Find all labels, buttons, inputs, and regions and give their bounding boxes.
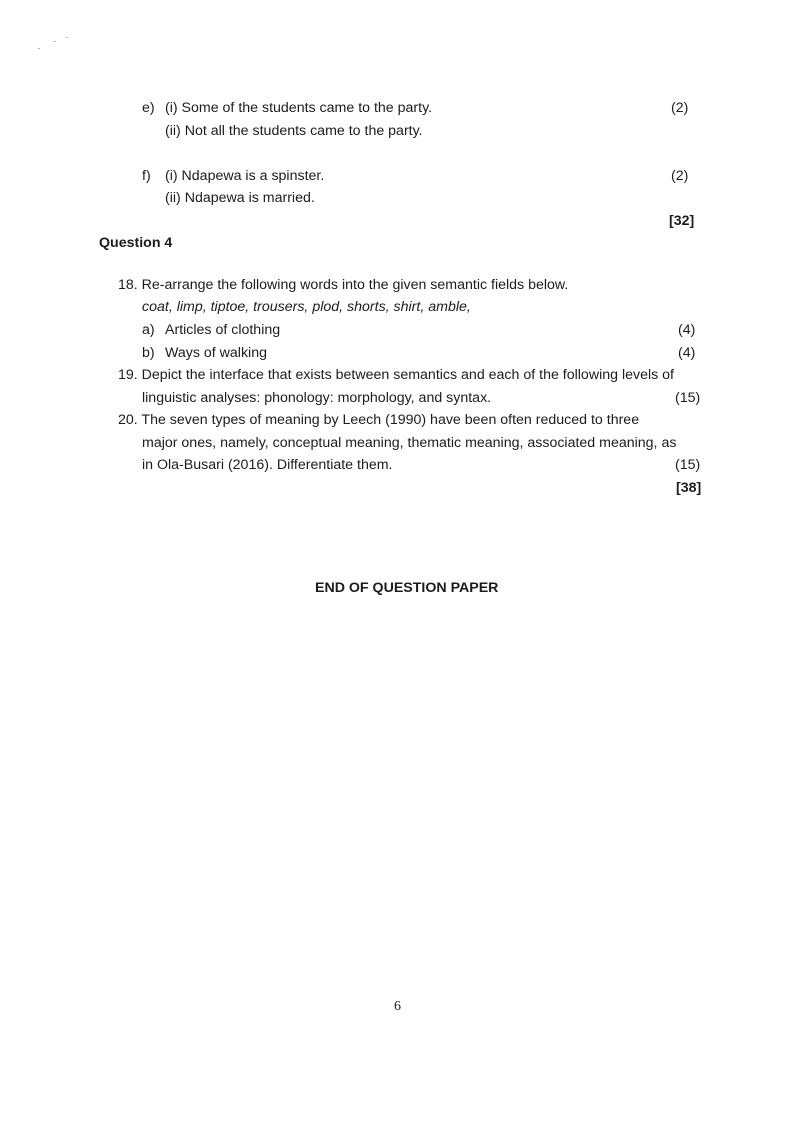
q20-line-3: in Ola-Busari (2016). Differentiate them. [142, 457, 393, 473]
part-e-item-i: (i) Some of the students came to the party. [165, 100, 433, 116]
q18-b-label: b) [142, 345, 155, 361]
section-total-32: [32] [669, 213, 695, 229]
part-f-letter: f) [142, 168, 151, 184]
scan-speck [66, 37, 68, 38]
page-number: 6 [394, 999, 401, 1014]
q18-b-text: Ways of walking [165, 345, 267, 361]
q19-line-2: linguistic analyses: phonology: morphology, and syntax. [142, 390, 492, 406]
scan-speck [38, 48, 40, 49]
part-e-marks: (2) [671, 100, 689, 116]
q18-a-label: a) [142, 322, 155, 338]
q19-line-1: 19. Depict the interface that exists between semantics and each of the following levels of [118, 367, 674, 383]
q20-line-2: major ones, namely, conceptual meaning, thematic meaning, associated meaning, as [142, 435, 677, 451]
q18-b-marks: (4) [678, 345, 696, 361]
q19-marks: (15) [675, 390, 701, 406]
q18-a-marks: (4) [678, 322, 696, 338]
end-of-paper-text: END OF QUESTION PAPER [315, 580, 499, 596]
q20-line-1: 20. The seven types of meaning by Leech (1990) have been often reduced to three [118, 412, 640, 428]
part-f-item-ii: (ii) Ndapewa is married. [165, 190, 315, 206]
q18-text: 18. Re-arrange the following words into the given semantic fields below. [118, 277, 569, 293]
question-4-total: [38] [676, 480, 702, 496]
q18-a-text: Articles of clothing [165, 322, 281, 338]
part-e-item-ii: (ii) Not all the students came to the party. [165, 123, 423, 139]
part-f-marks: (2) [671, 168, 689, 184]
q20-marks: (15) [675, 457, 701, 473]
scan-speck [54, 41, 56, 42]
part-f-item-i: (i) Ndapewa is a spinster. [165, 168, 325, 184]
q18-word-list: coat, limp, tiptoe, trousers, plod, shorts, shirt, amble, [142, 299, 471, 315]
question-4-heading: Question 4 [99, 235, 173, 251]
part-e-letter: e) [142, 100, 155, 116]
